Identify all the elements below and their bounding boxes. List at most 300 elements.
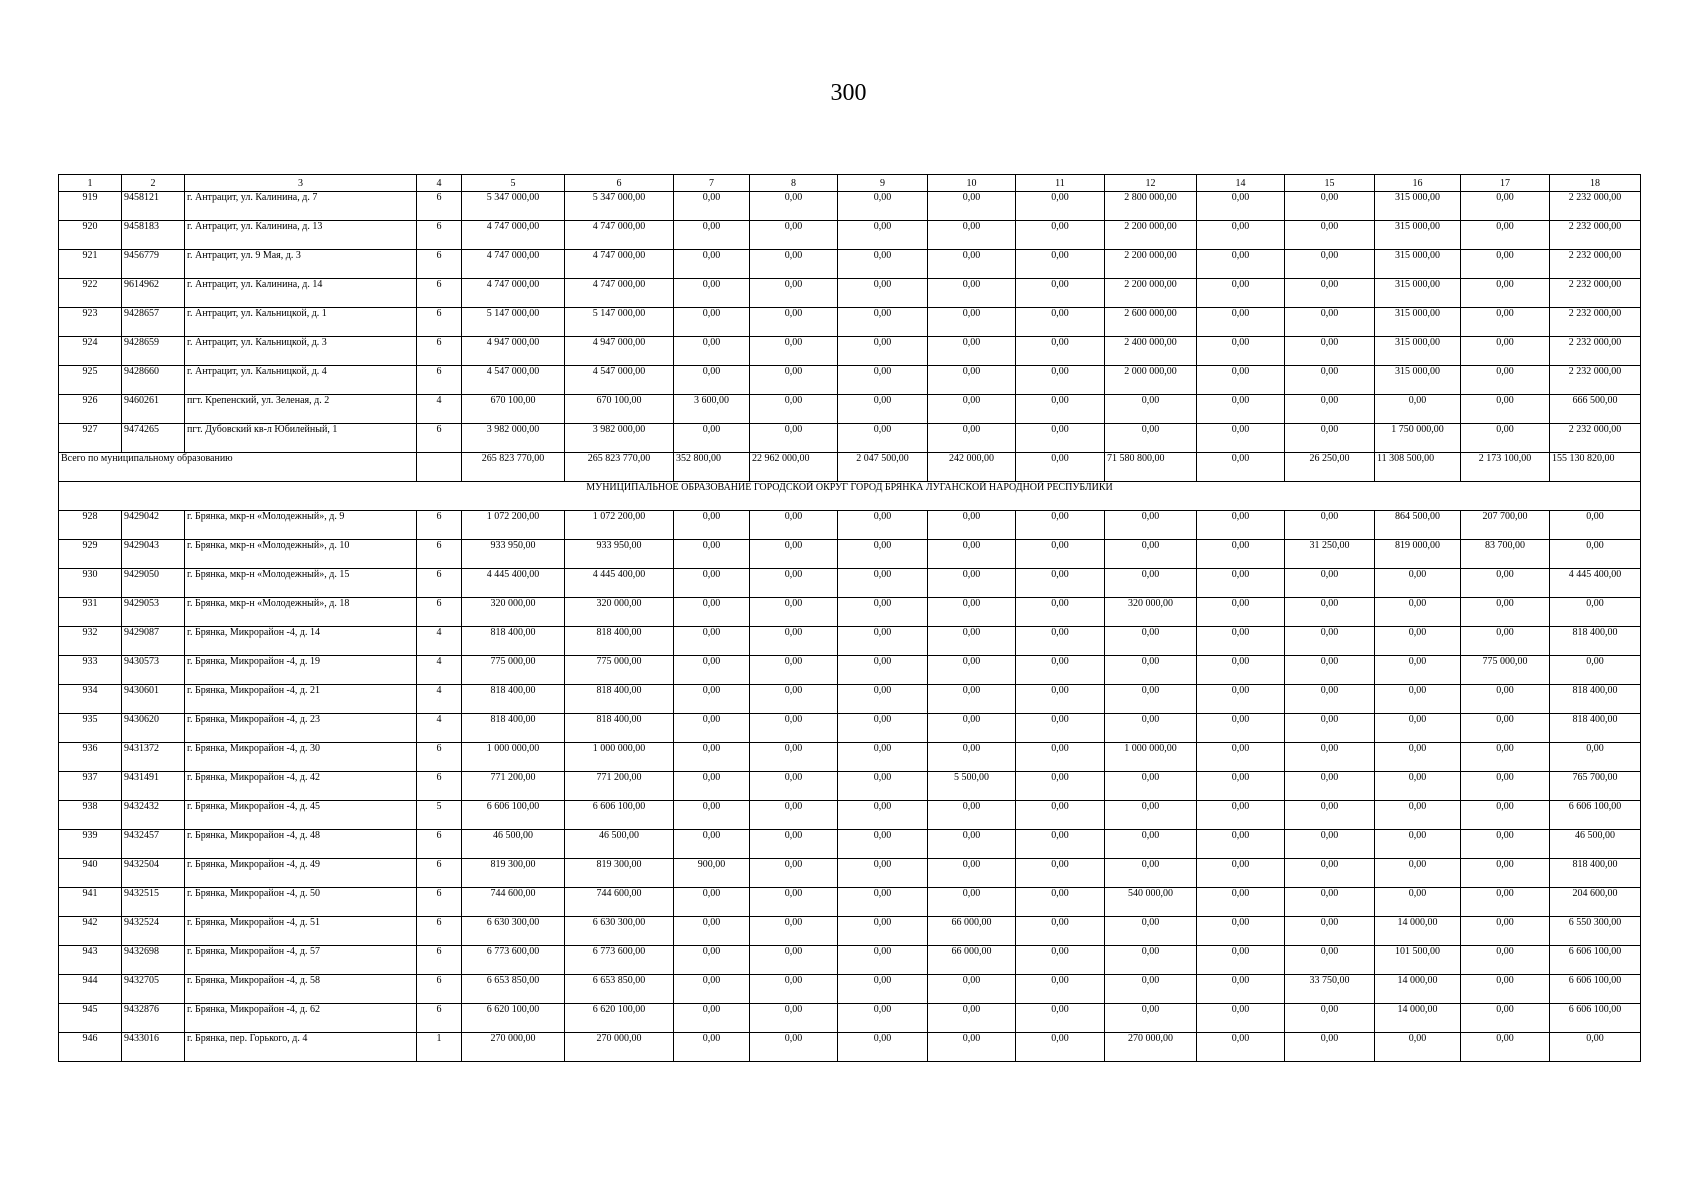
table-cell: 9431491 (122, 772, 185, 801)
table-cell: 928 (59, 511, 122, 540)
table-cell: 744 600,00 (565, 888, 674, 917)
column-header: 14 (1197, 175, 1285, 192)
table-cell: 315 000,00 (1375, 279, 1461, 308)
table-cell: 0,00 (1461, 888, 1550, 917)
table-cell: 9428660 (122, 366, 185, 395)
table-cell: 0,00 (1550, 743, 1641, 772)
table-cell: 0,00 (1197, 888, 1285, 917)
table-cell: 2 200 000,00 (1105, 221, 1197, 250)
table-cell: 0,00 (1197, 192, 1285, 221)
table-cell: 6 620 100,00 (565, 1004, 674, 1033)
table-cell: 0,00 (750, 540, 838, 569)
table-cell: 0,00 (1285, 569, 1375, 598)
table-cell: 6 (417, 1004, 462, 1033)
table-cell: 0,00 (1375, 714, 1461, 743)
table-cell: 6 606 100,00 (1550, 946, 1641, 975)
table-cell: 14 000,00 (1375, 975, 1461, 1004)
table-cell: 0,00 (750, 511, 838, 540)
table-cell: 4 (417, 395, 462, 424)
table-cell: г. Антрацит, ул. 9 Мая, д. 3 (185, 250, 417, 279)
column-header: 16 (1375, 175, 1461, 192)
table-cell: 0,00 (1105, 772, 1197, 801)
table-cell: 0,00 (1016, 888, 1105, 917)
table-cell: 0,00 (1285, 337, 1375, 366)
column-header: 10 (928, 175, 1016, 192)
table-cell: 0,00 (1375, 685, 1461, 714)
table-row (59, 395, 1641, 424)
table-cell: 2 800 000,00 (1105, 192, 1197, 221)
table-cell: 270 000,00 (1105, 1033, 1197, 1062)
table-cell: 0,00 (750, 801, 838, 830)
table-cell: 9432705 (122, 975, 185, 1004)
table-cell: 0,00 (750, 917, 838, 946)
table-cell: г. Брянка, мкр-н «Молодежный», д. 9 (185, 511, 417, 540)
table-cell: 5 347 000,00 (565, 192, 674, 221)
table-cell: 2 200 000,00 (1105, 279, 1197, 308)
table-cell: 0,00 (1285, 772, 1375, 801)
table-cell: 2 600 000,00 (1105, 308, 1197, 337)
table-cell: г. Антрацит, ул. Кальницкой, д. 3 (185, 337, 417, 366)
table-cell: 0,00 (1461, 569, 1550, 598)
table-cell: 0,00 (674, 685, 750, 714)
table-cell: 0,00 (838, 598, 928, 627)
table-cell: 0,00 (1016, 250, 1105, 279)
table-cell: 0,00 (674, 540, 750, 569)
table-cell: 0,00 (1375, 859, 1461, 888)
table-cell: 0,00 (838, 279, 928, 308)
table-cell: 0,00 (928, 801, 1016, 830)
table-row (59, 598, 1641, 627)
table-cell: 0,00 (1375, 627, 1461, 656)
table-cell: 0,00 (1197, 772, 1285, 801)
table-cell: г. Брянка, Микрорайон -4, д. 45 (185, 801, 417, 830)
table-cell: 204 600,00 (1550, 888, 1641, 917)
table-cell: 0,00 (1197, 830, 1285, 859)
data-table (58, 174, 1641, 1062)
table-row (59, 830, 1641, 859)
table-cell: 0,00 (928, 250, 1016, 279)
table-cell: 0,00 (928, 685, 1016, 714)
table-cell: 670 100,00 (565, 395, 674, 424)
table-cell: 931 (59, 598, 122, 627)
table-cell: 936 (59, 743, 122, 772)
table-cell: 818 400,00 (565, 685, 674, 714)
total-value: 0,00 (1016, 453, 1105, 482)
table-cell: 0,00 (1461, 830, 1550, 859)
table-cell: 0,00 (1016, 656, 1105, 685)
total-value: 242 000,00 (928, 453, 1016, 482)
table-cell: 0,00 (838, 395, 928, 424)
table-cell: 765 700,00 (1550, 772, 1641, 801)
table-cell: 9428659 (122, 337, 185, 366)
table-cell: 0,00 (1285, 830, 1375, 859)
total-value: 71 580 800,00 (1105, 453, 1197, 482)
table-cell: 0,00 (750, 1004, 838, 1033)
table-cell: 0,00 (1461, 192, 1550, 221)
table-cell: 0,00 (1461, 308, 1550, 337)
table-cell: 4 (417, 656, 462, 685)
table-cell: 0,00 (838, 424, 928, 453)
table-cell: пгт. Дубовский кв-л Юбилейный, 1 (185, 424, 417, 453)
table-cell: 0,00 (1285, 511, 1375, 540)
table-cell: 33 750,00 (1285, 975, 1375, 1004)
total-value: 0,00 (1197, 453, 1285, 482)
table-cell: 0,00 (1375, 1033, 1461, 1062)
table-cell: 926 (59, 395, 122, 424)
table-cell: 927 (59, 424, 122, 453)
table-cell: 0,00 (1105, 917, 1197, 946)
table-cell: 0,00 (1197, 685, 1285, 714)
total-value: 265 823 770,00 (565, 453, 674, 482)
table-cell: 5 147 000,00 (565, 308, 674, 337)
table-cell: 0,00 (928, 279, 1016, 308)
table-cell: 0,00 (1197, 859, 1285, 888)
table-cell: 9458121 (122, 192, 185, 221)
table-cell: 0,00 (1375, 772, 1461, 801)
table-cell: 0,00 (1375, 801, 1461, 830)
table-cell: 1 072 200,00 (565, 511, 674, 540)
table-cell: 2 232 000,00 (1550, 366, 1641, 395)
table-cell: 3 600,00 (674, 395, 750, 424)
table-cell: 0,00 (674, 1033, 750, 1062)
table-cell: 0,00 (838, 221, 928, 250)
table-cell: 4 947 000,00 (462, 337, 565, 366)
table-cell: 9429042 (122, 511, 185, 540)
table-cell: 9474265 (122, 424, 185, 453)
table-cell: 6 606 100,00 (1550, 801, 1641, 830)
table-cell: 0,00 (1016, 569, 1105, 598)
table-cell: 0,00 (928, 424, 1016, 453)
table-cell: 0,00 (838, 569, 928, 598)
table-cell: 6 606 100,00 (1550, 975, 1641, 1004)
table-cell: 9432698 (122, 946, 185, 975)
table-cell: 0,00 (1461, 1004, 1550, 1033)
table-cell: 935 (59, 714, 122, 743)
table-cell: 0,00 (1016, 192, 1105, 221)
table-cell: 0,00 (1461, 685, 1550, 714)
table-cell: 6 (417, 946, 462, 975)
table-cell: 315 000,00 (1375, 250, 1461, 279)
table-cell: 0,00 (1197, 366, 1285, 395)
table-cell: 6 (417, 540, 462, 569)
table-cell: 0,00 (838, 743, 928, 772)
table-cell: 9614962 (122, 279, 185, 308)
table-cell: 0,00 (1197, 424, 1285, 453)
table-cell: 0,00 (1285, 424, 1375, 453)
table-cell: 4 445 400,00 (565, 569, 674, 598)
table-cell: 6 (417, 975, 462, 1004)
table-row (59, 1004, 1641, 1033)
table-cell: 9432515 (122, 888, 185, 917)
table-cell: 6 773 600,00 (565, 946, 674, 975)
total-value: 265 823 770,00 (462, 453, 565, 482)
table-cell: 9430620 (122, 714, 185, 743)
table-cell: 4 747 000,00 (565, 250, 674, 279)
table-cell: 6 (417, 279, 462, 308)
table-cell: г. Брянка, Микрорайон -4, д. 62 (185, 1004, 417, 1033)
table-cell: 6 653 850,00 (565, 975, 674, 1004)
table-cell: г. Антрацит, ул. Кальницкой, д. 1 (185, 308, 417, 337)
table-cell: 0,00 (1461, 627, 1550, 656)
table-cell: 66 000,00 (928, 917, 1016, 946)
table-cell: 0,00 (1016, 627, 1105, 656)
table-cell: 0,00 (1016, 975, 1105, 1004)
column-header: 9 (838, 175, 928, 192)
table-cell: 923 (59, 308, 122, 337)
table-cell: 4 747 000,00 (462, 221, 565, 250)
table-cell: 9430601 (122, 685, 185, 714)
table-cell: 0,00 (1375, 569, 1461, 598)
table-cell: 0,00 (1461, 714, 1550, 743)
table-cell: 0,00 (750, 888, 838, 917)
table-cell: 771 200,00 (462, 772, 565, 801)
table-cell: 0,00 (1285, 279, 1375, 308)
table-cell: 0,00 (750, 859, 838, 888)
table-cell: 6 (417, 337, 462, 366)
total-value: 2 173 100,00 (1461, 453, 1550, 482)
table-cell: 101 500,00 (1375, 946, 1461, 975)
table-cell: 0,00 (928, 743, 1016, 772)
table-cell: 0,00 (750, 395, 838, 424)
table-cell: 0,00 (1197, 656, 1285, 685)
table-cell: 6 653 850,00 (462, 975, 565, 1004)
table-row (59, 424, 1641, 453)
table-cell: 0,00 (928, 714, 1016, 743)
table-cell: 0,00 (750, 975, 838, 1004)
table-cell: г. Брянка, Микрорайон -4, д. 19 (185, 656, 417, 685)
table-cell: 775 000,00 (565, 656, 674, 685)
table-cell: 0,00 (1550, 656, 1641, 685)
table-cell: 0,00 (1016, 859, 1105, 888)
table-cell: 942 (59, 917, 122, 946)
table-cell: 6 (417, 511, 462, 540)
table-cell: 4 445 400,00 (1550, 569, 1641, 598)
table-cell: 0,00 (1197, 569, 1285, 598)
table-cell: 0,00 (1197, 511, 1285, 540)
table-cell: 0,00 (674, 888, 750, 917)
table-cell: 0,00 (1105, 830, 1197, 859)
table-cell: 0,00 (1461, 337, 1550, 366)
table-cell: 0,00 (928, 1004, 1016, 1033)
table-cell: 5 347 000,00 (462, 192, 565, 221)
table-cell: 0,00 (1197, 743, 1285, 772)
table-cell: 0,00 (1461, 279, 1550, 308)
table-cell: 0,00 (1285, 714, 1375, 743)
table-cell: 670 100,00 (462, 395, 565, 424)
table-cell: 83 700,00 (1461, 540, 1550, 569)
table-cell: 818 400,00 (1550, 627, 1641, 656)
table-cell: 0,00 (674, 598, 750, 627)
table-cell: 0,00 (1285, 221, 1375, 250)
table-cell: 6 (417, 830, 462, 859)
table-cell: 0,00 (1461, 1033, 1550, 1062)
table-cell: 0,00 (1105, 395, 1197, 424)
table-cell: 0,00 (1197, 337, 1285, 366)
table-cell: 0,00 (674, 569, 750, 598)
table-cell: 0,00 (1197, 801, 1285, 830)
table-cell: 320 000,00 (462, 598, 565, 627)
table-cell: 0,00 (1285, 917, 1375, 946)
table-cell: 0,00 (1550, 540, 1641, 569)
table-cell: 0,00 (1461, 221, 1550, 250)
table-cell: 0,00 (928, 830, 1016, 859)
table-cell: 0,00 (1285, 685, 1375, 714)
table-cell: 819 300,00 (462, 859, 565, 888)
table-cell (417, 453, 462, 482)
table-cell: 9429043 (122, 540, 185, 569)
table-cell: 0,00 (928, 540, 1016, 569)
table-cell: 0,00 (1375, 395, 1461, 424)
table-cell: 900,00 (674, 859, 750, 888)
total-value: 352 800,00 (674, 453, 750, 482)
table-cell: 0,00 (928, 627, 1016, 656)
table-cell: 0,00 (1197, 714, 1285, 743)
table-row (59, 685, 1641, 714)
table-cell: 4 947 000,00 (565, 337, 674, 366)
table-cell: 207 700,00 (1461, 511, 1550, 540)
column-header: 4 (417, 175, 462, 192)
table-cell: 6 (417, 743, 462, 772)
table-cell: 0,00 (1285, 743, 1375, 772)
table-cell: 0,00 (1375, 888, 1461, 917)
table-cell: 666 500,00 (1550, 395, 1641, 424)
total-value: 22 962 000,00 (750, 453, 838, 482)
table-cell: 0,00 (1197, 279, 1285, 308)
table-cell: 0,00 (1285, 801, 1375, 830)
table-row (59, 279, 1641, 308)
table-cell: 0,00 (838, 337, 928, 366)
table-cell: 0,00 (1105, 801, 1197, 830)
table-cell: 0,00 (674, 656, 750, 685)
table-cell: 0,00 (750, 714, 838, 743)
table-cell: 0,00 (1105, 511, 1197, 540)
table-cell: 0,00 (1461, 859, 1550, 888)
table-cell: 818 400,00 (462, 714, 565, 743)
table-cell: 0,00 (1105, 685, 1197, 714)
table-cell: 46 500,00 (1550, 830, 1641, 859)
table-cell: 0,00 (1550, 598, 1641, 627)
table-cell: 0,00 (838, 511, 928, 540)
table-row (59, 250, 1641, 279)
table-cell: 0,00 (1016, 424, 1105, 453)
table-cell: 0,00 (750, 337, 838, 366)
table-cell: 0,00 (674, 743, 750, 772)
table-cell: 0,00 (1016, 279, 1105, 308)
table-cell: 0,00 (1197, 946, 1285, 975)
table-cell: 315 000,00 (1375, 366, 1461, 395)
table-cell: 0,00 (1461, 366, 1550, 395)
table-cell: 1 (417, 1033, 462, 1062)
table-cell: 922 (59, 279, 122, 308)
table-cell: 6 (417, 569, 462, 598)
table-cell: 9433016 (122, 1033, 185, 1062)
table-cell: 0,00 (1285, 1033, 1375, 1062)
table-cell: 4 547 000,00 (565, 366, 674, 395)
table-cell: 0,00 (1105, 627, 1197, 656)
table-cell: 270 000,00 (462, 1033, 565, 1062)
table-cell: 0,00 (1016, 830, 1105, 859)
table-cell: 4 445 400,00 (462, 569, 565, 598)
table-cell: 6 (417, 250, 462, 279)
table-cell: 937 (59, 772, 122, 801)
table-cell: 0,00 (928, 308, 1016, 337)
table-row (59, 366, 1641, 395)
table-cell: 0,00 (1105, 656, 1197, 685)
table-cell: 0,00 (674, 917, 750, 946)
table-cell: 0,00 (1105, 714, 1197, 743)
table-cell: 0,00 (1285, 859, 1375, 888)
table-cell: 0,00 (1197, 975, 1285, 1004)
table-cell: 0,00 (1016, 511, 1105, 540)
table-cell: 9432876 (122, 1004, 185, 1033)
section-title: МУНИЦИПАЛЬНОЕ ОБРАЗОВАНИЕ ГОРОДСКОЙ ОКРУГ ГОРОД БРЯНКА ЛУГАНСКОЙ НАРОДНОЙ РЕСПУБЛИКИ (59, 482, 1641, 511)
table-cell: 0,00 (750, 569, 838, 598)
column-header: 6 (565, 175, 674, 192)
table-cell: 320 000,00 (1105, 598, 1197, 627)
column-header: 7 (674, 175, 750, 192)
table-row (59, 627, 1641, 656)
table-cell: 924 (59, 337, 122, 366)
table-cell: г. Антрацит, ул. Калинина, д. 14 (185, 279, 417, 308)
table-cell: 6 620 100,00 (462, 1004, 565, 1033)
table-row (59, 975, 1641, 1004)
table-cell: 0,00 (1550, 1033, 1641, 1062)
table-cell: 0,00 (838, 656, 928, 685)
table-cell: 0,00 (1197, 395, 1285, 424)
table-cell: 0,00 (838, 366, 928, 395)
table-cell: 940 (59, 859, 122, 888)
table-row (59, 772, 1641, 801)
table-row (59, 569, 1641, 598)
column-header: 5 (462, 175, 565, 192)
table-cell: 0,00 (1375, 598, 1461, 627)
table-cell: 0,00 (1197, 598, 1285, 627)
table-cell: 4 747 000,00 (565, 221, 674, 250)
table-row (59, 743, 1641, 772)
column-header: 11 (1016, 175, 1105, 192)
table-cell: г. Брянка, Микрорайон -4, д. 58 (185, 975, 417, 1004)
table-cell: 0,00 (838, 975, 928, 1004)
table-cell: 315 000,00 (1375, 192, 1461, 221)
table-cell: 0,00 (1105, 540, 1197, 569)
table-row (59, 192, 1641, 221)
table-cell: 0,00 (750, 830, 838, 859)
table-cell: 0,00 (838, 627, 928, 656)
table-cell: 0,00 (1105, 946, 1197, 975)
table-cell: 0,00 (674, 975, 750, 1004)
table-cell: 0,00 (1285, 308, 1375, 337)
table-cell: 6 630 300,00 (462, 917, 565, 946)
table-cell: 0,00 (1375, 830, 1461, 859)
table-cell: г. Брянка, Микрорайон -4, д. 50 (185, 888, 417, 917)
table-cell: 0,00 (1461, 975, 1550, 1004)
column-header: 12 (1105, 175, 1197, 192)
table-cell: 0,00 (674, 279, 750, 308)
table-cell: 0,00 (1016, 743, 1105, 772)
table-cell: г. Брянка, мкр-н «Молодежный», д. 15 (185, 569, 417, 598)
table-cell: 0,00 (674, 714, 750, 743)
table-cell: 0,00 (1285, 946, 1375, 975)
table-cell: 6 (417, 917, 462, 946)
table-cell: 0,00 (1197, 917, 1285, 946)
table-cell: 4 747 000,00 (462, 279, 565, 308)
table-cell: 0,00 (1461, 424, 1550, 453)
column-header: 1 (59, 175, 122, 192)
table-cell: 0,00 (750, 1033, 838, 1062)
header-row (59, 175, 1641, 192)
total-value: 11 308 500,00 (1375, 453, 1461, 482)
table-cell: 0,00 (1197, 308, 1285, 337)
